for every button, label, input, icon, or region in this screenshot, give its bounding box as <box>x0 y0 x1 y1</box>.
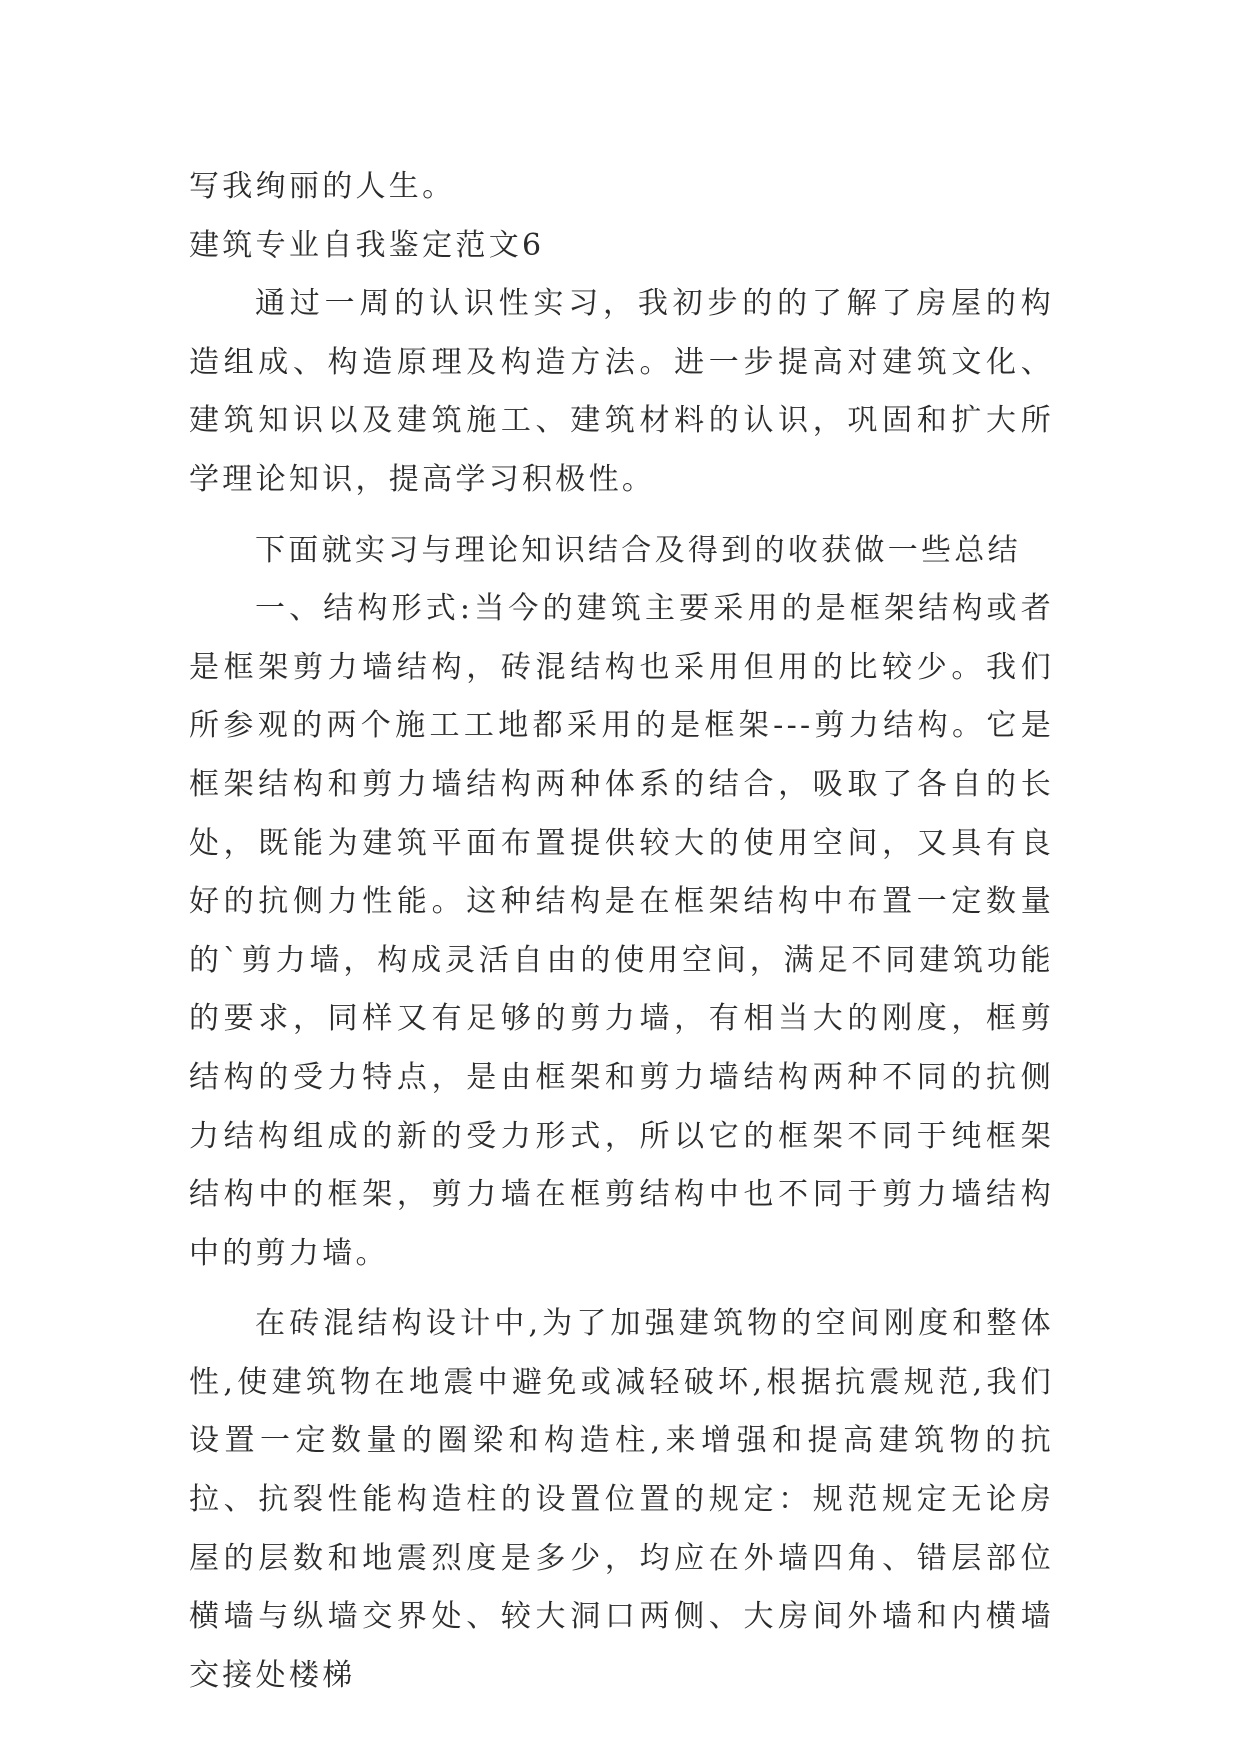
paragraph-continuation: 写我绚丽的人生。 <box>189 169 456 204</box>
section-heading: 建筑专业自我鉴定范文6 <box>189 227 545 263</box>
paragraph-intro: 通过一周的认识性实习，我初步的的了解了房屋的构造组成、构造原理及构造方法。进一步提高对建筑文化、建筑知识以及建筑施工、建筑材料的认识，巩固和扩大所学理论知识，提高学习积极性。 <box>189 286 1054 497</box>
document-body <box>189 158 1054 1705</box>
paragraph-brick-concrete: 在砖混结构设计中,为了加强建筑物的空间刚度和整体性,使建筑物在地震中避免或减轻破坏,根据抗震规范,我们设置一定数量的圈梁和构造柱,来增强和提高建筑物的抗拉、抗裂性能构造柱的设置位置的规定：规范规定无论房屋的层数和地震烈度是多少，均应在外墙四角、错层部位横墙与纵墙交界处、较大洞口两侧、大房间外墙和内横墙交接处楼梯 <box>189 1306 1054 1693</box>
paragraph-structure-form: 一、结构形式:当今的建筑主要采用的是框架结构或者是框架剪力墙结构，砖混结构也采用但用的比较少。我们所参观的两个施工工地都采用的是框架---剪力结构。它是框架结构和剪力墙结构两种体系的结合，吸取了各自的长处，既能为建筑平面布置提供较大的使用空间，又具有良好的抗侧力性能。这种结构是在框架结构中布置一定数量的`剪力墙，构成灵活自由的使用空间，满足不同建筑功能的要求，同样又有足够的剪力墙，有相当大的刚度，框剪结构的受力特点，是由框架和剪力墙结构两种不同的抗侧力结构组成的新的受力形式，所以它的框架不同于纯框架结构中的框架，剪力墙在框剪结构中也不同于剪力墙结构中的剪力墙。 <box>189 591 1054 1271</box>
paragraph-summary-lead: 下面就实习与理论知识结合及得到的收获做一些总结 <box>255 532 1021 568</box>
